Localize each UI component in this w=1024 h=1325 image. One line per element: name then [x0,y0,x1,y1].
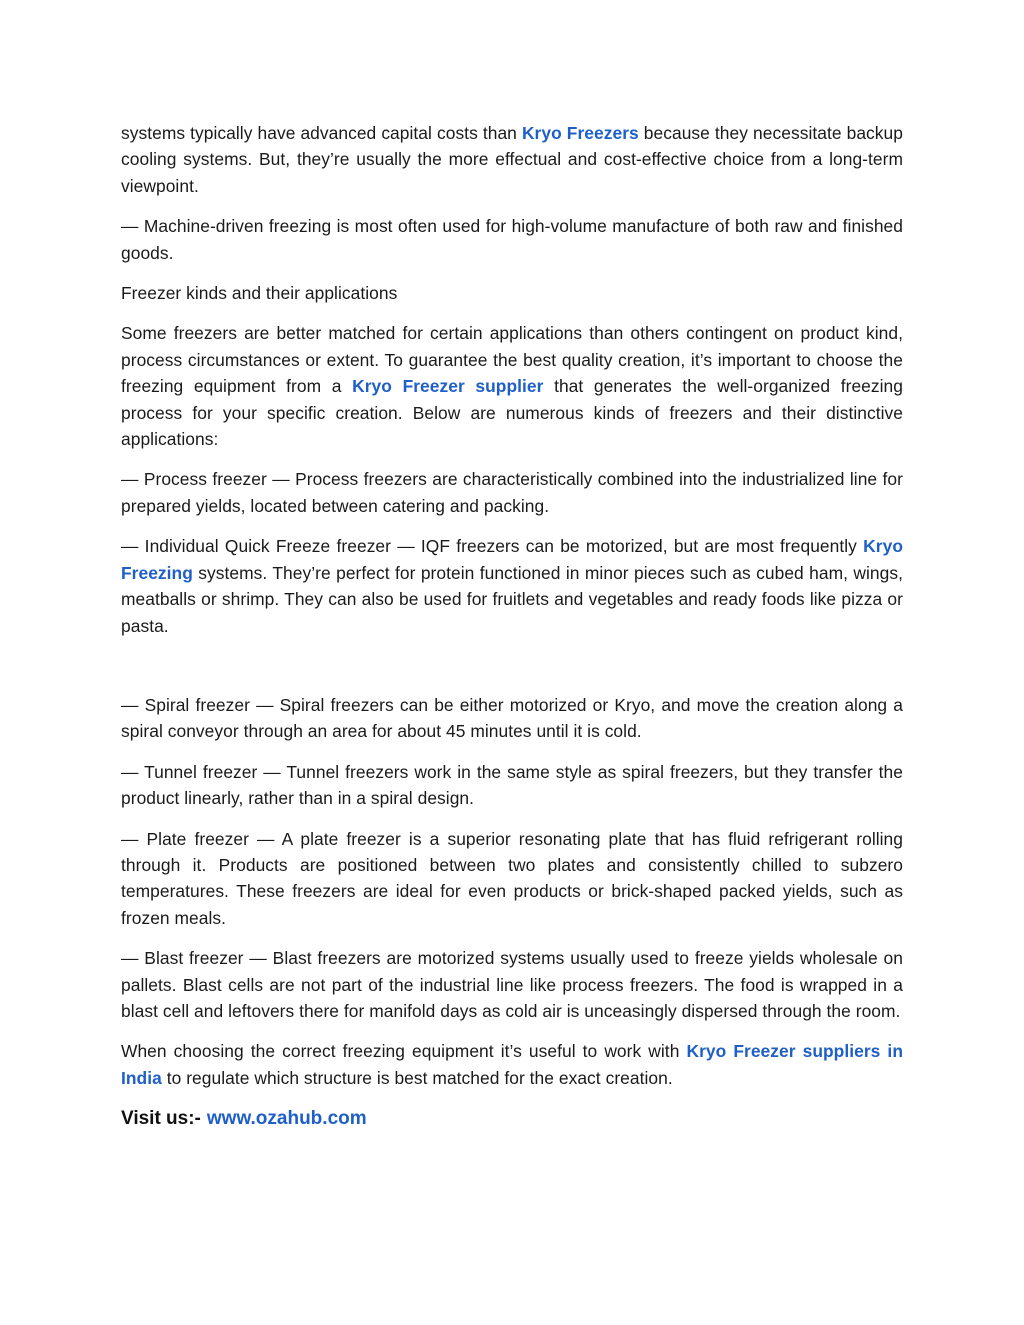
paragraph-process-freezer [121,466,903,519]
document-page [121,120,903,1133]
paragraph-text: because they necessitate backup cooling systems. But, they’re usually the more effectual and cost-effective choice from a long-term viewpoint. [121,123,903,196]
paragraph-machine-driven [121,213,903,266]
kryo-freezer-supplier-link[interactable]: Kryo Freezer supplier [352,376,544,397]
paragraph-capital-costs [121,120,903,199]
paragraph-text: When choosing the correct freezing equipment it’s useful to work with [121,1041,687,1062]
visit-us-label: Visit us:- [121,1108,201,1130]
paragraph-text: systems typically have advanced capital costs than [121,123,522,143]
paragraph-text: Some freezers are better matched for certain applications than others contingent on product kind, process circumstances or extent. To guarantee the best quality creation, it’s important to choose the freezing equipment from a [121,323,903,397]
section-heading-freezer-kinds [121,280,903,306]
paragraph-text: — Tunnel freezer — Tunnel freezers work in the same style as spiral freezers, but they transfer the product linearly, rather than in a spiral design. [121,761,903,809]
paragraph-blast-freezer [121,945,903,1024]
kryo-freezer-suppliers-india-link[interactable]: Kryo Freezer suppliers in India [121,1041,903,1088]
visit-us-line [121,1105,903,1133]
website-link[interactable]: www.ozahub.com [206,1108,367,1130]
paragraph-freezer-choice [121,320,903,452]
paragraph-text: systems. They’re perfect for protein functioned in minor pieces such as cubed ham, wings, meatballs or shrimp. They can also be used for fruitlets and vegetables and ready foods like pizza or pasta. [121,562,903,636]
paragraph-text: to regulate which structure is best matched for the exact creation. [161,1067,673,1088]
kryo-freezing-link[interactable]: Kryo Freezing [121,536,903,583]
paragraph-text: that generates the well-organized freezing process for your specific creation. Below are numerous kinds of freezers and their distinctive applications: [121,376,903,450]
paragraph-text: — Individual Quick Freeze freezer — IQF freezers can be motorized, but are most frequently [121,536,864,557]
blank-spacer [121,653,903,692]
paragraph-text: — Plate freezer — A plate freezer is a superior resonating plate that has fluid refrigerant rolling through it. Products are positioned between two plates and consistently chilled to subzero temperatures. These freezers are ideal for even products or brick-shaped packed yields, such as frozen meals. [121,828,903,928]
paragraph-tunnel-freezer [121,759,903,812]
paragraph-text: — Process freezer — Process freezers are characteristically combined into the industrialized line for prepared yields, located between catering and packing. [121,469,903,516]
paragraph-choosing-equipment [121,1038,903,1091]
paragraph-text: — Machine-driven freezing is most often used for high-volume manufacture of both raw and finished goods. [121,216,903,263]
paragraph-text: — Spiral freezer — Spiral freezers can be either motorized or Kryo, and move the creation along a spiral conveyor through an area for about 45 minutes until it is cold. [121,694,903,742]
paragraph-text: — Blast freezer — Blast freezers are motorized systems usually used to freeze yields wholesale on pallets. Blast cells are not part of the industrial line like process freezers. The food is wrapped in a blast cell and leftovers there for manifold days as cold air is unceasingly dispersed through the room. [121,948,903,1021]
paragraph-plate-freezer [121,826,903,932]
kryo-freezers-link[interactable]: Kryo Freezers [521,123,639,143]
paragraph-iqf-freezer [121,533,903,639]
paragraph-spiral-freezer [121,692,903,745]
heading-text: Freezer kinds and their applications [121,283,398,304]
